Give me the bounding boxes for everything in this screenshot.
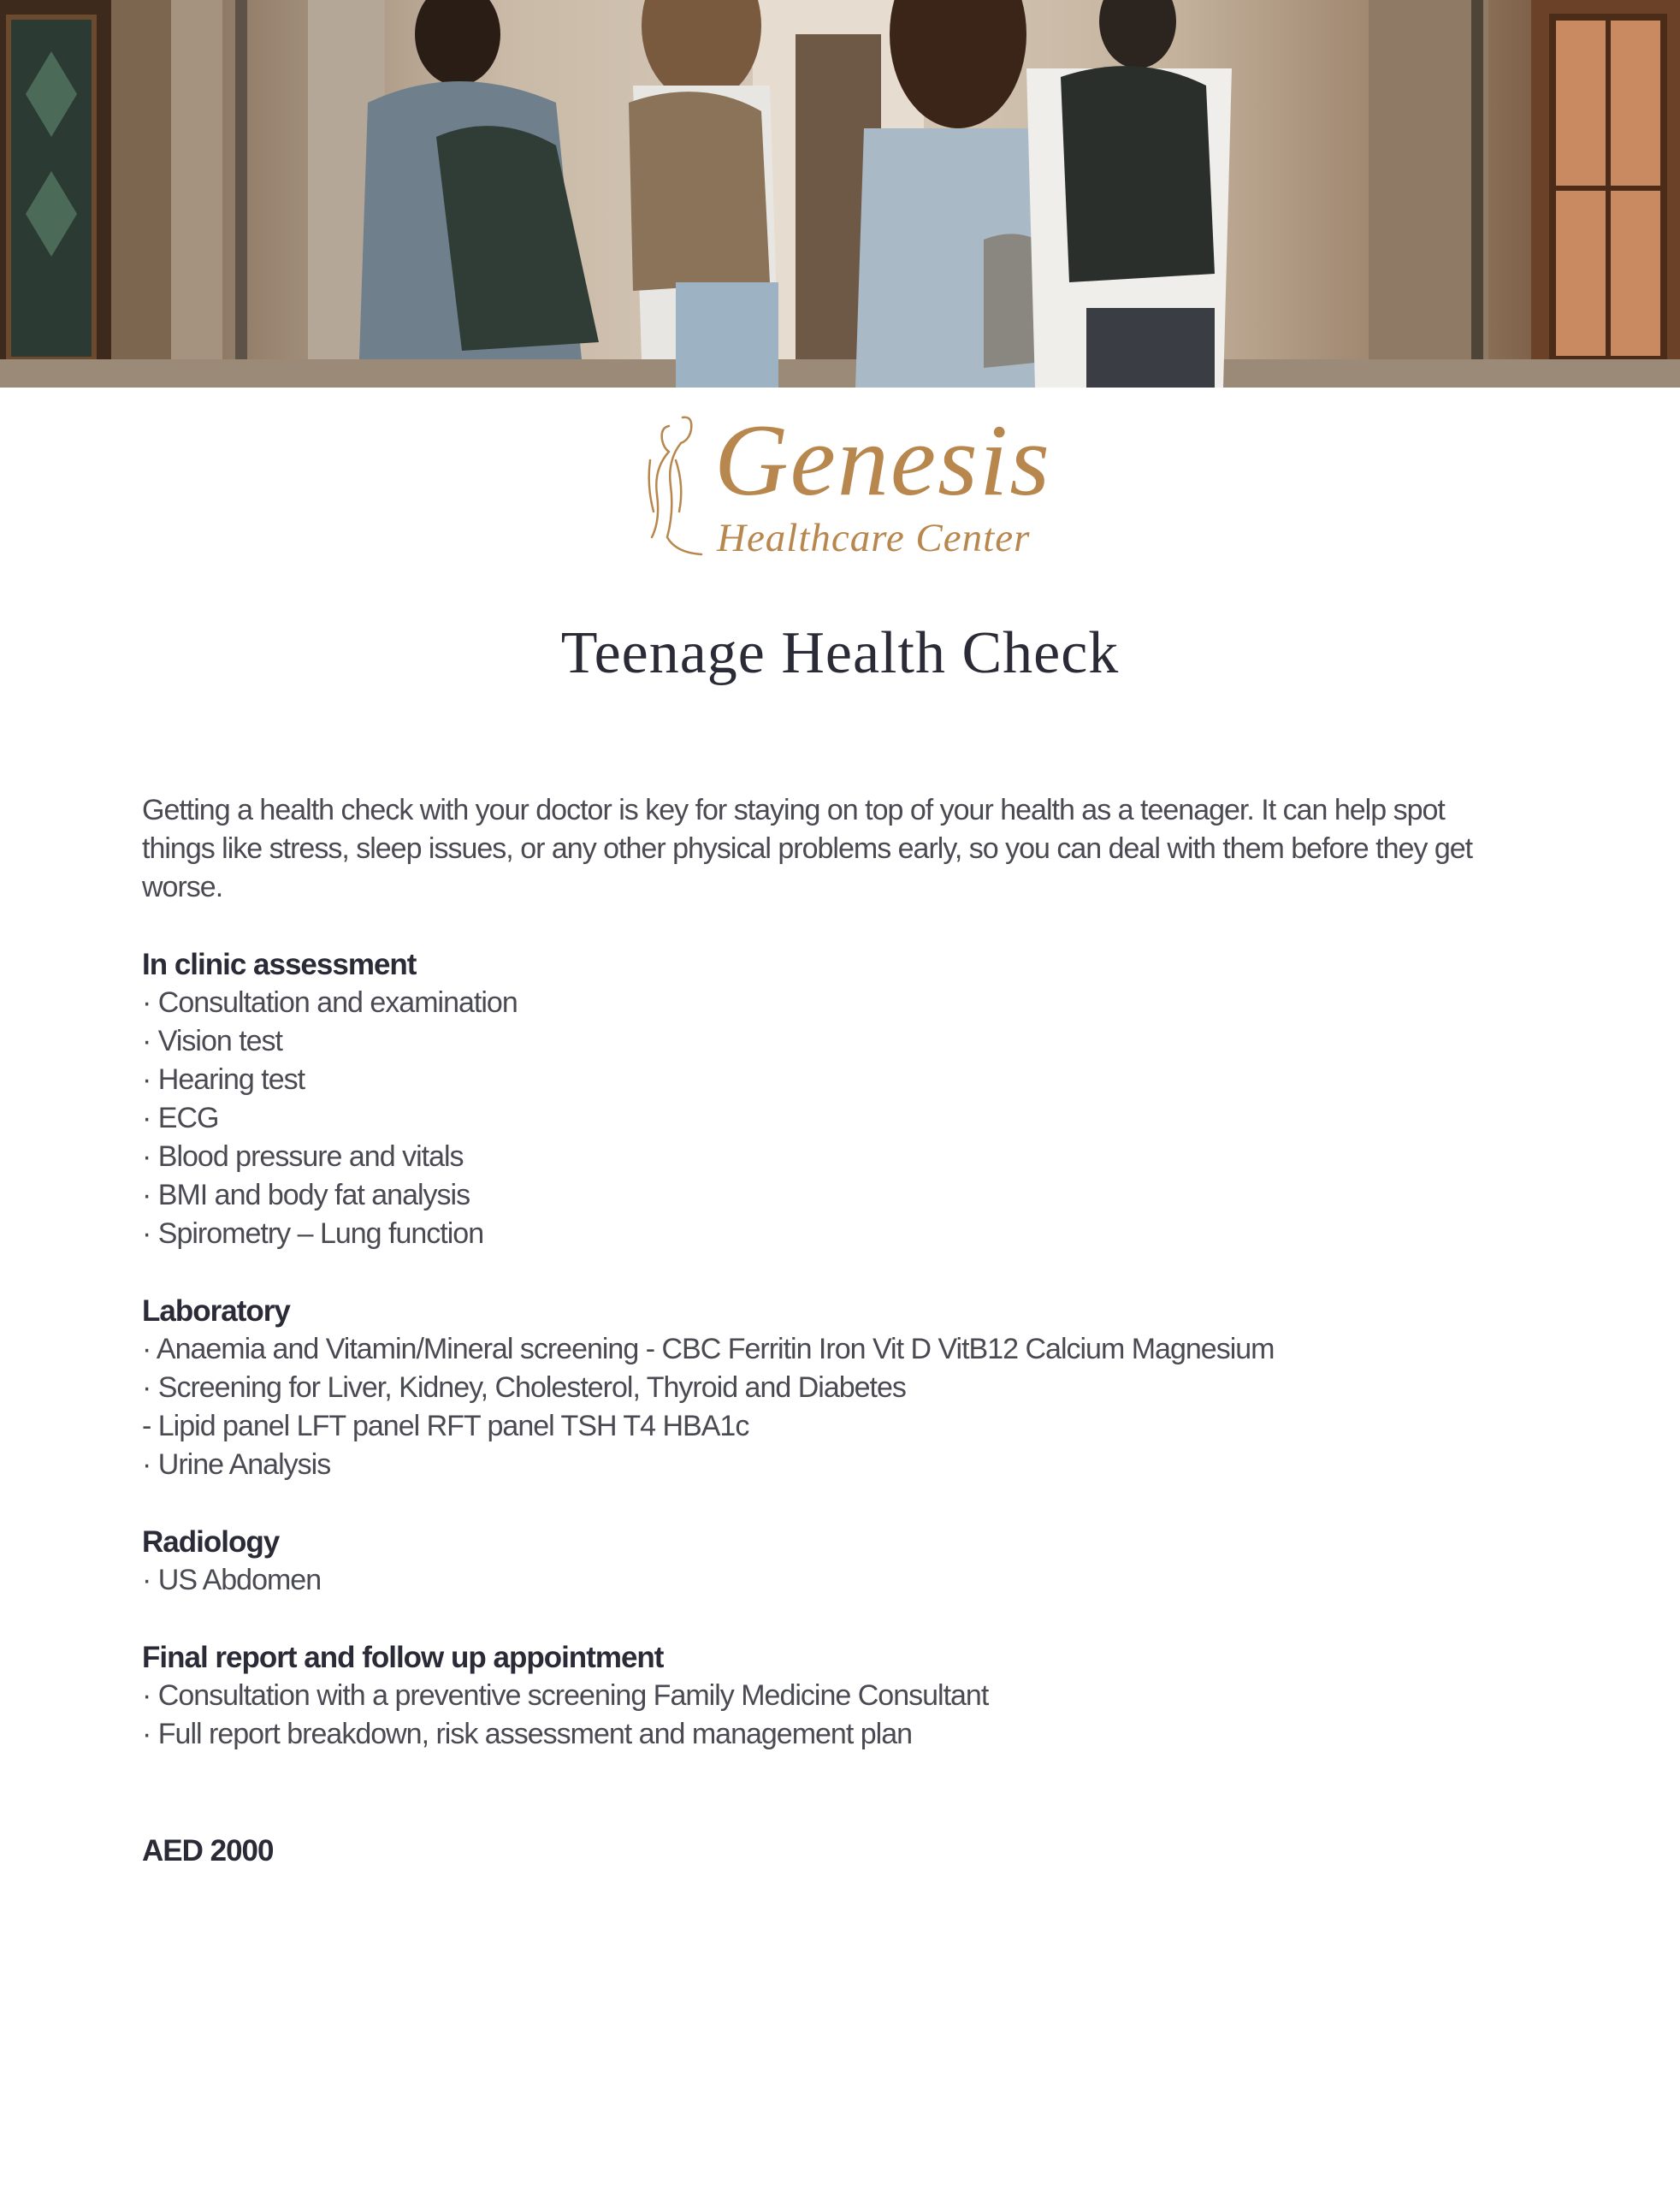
list-item: · Consultation with a preventive screening Family Medicine Consultant xyxy=(142,1679,989,1712)
hallway-illustration xyxy=(0,0,1680,388)
section-in-clinic-assessment xyxy=(142,945,1511,1253)
section-final-report xyxy=(142,1638,1511,1754)
list-item: · Screening for Liver, Kidney, Cholesterol, Thyroid and Diabetes xyxy=(142,1371,906,1404)
list-item: - Lipid panel LFT panel RFT panel TSH T4 HBA1c xyxy=(142,1410,749,1442)
section-radiology xyxy=(142,1523,1511,1600)
list-item: · Urine Analysis xyxy=(142,1448,331,1481)
hero-photo xyxy=(0,0,1680,388)
section-heading: Laboratory xyxy=(142,1294,290,1328)
list-item: · Anaemia and Vitamin/Mineral screening - CBC Ferritin Iron Vit D VitB12 Calcium Magnesium xyxy=(142,1333,1275,1365)
logo-name: Genesis xyxy=(714,403,1051,517)
list-item: · Spirometry – Lung function xyxy=(142,1217,484,1250)
figure-logo-icon xyxy=(642,409,710,559)
section-laboratory xyxy=(142,1292,1511,1484)
list-item: · Consultation and examination xyxy=(142,986,518,1019)
page-title: Teenage Health Check xyxy=(560,620,1120,686)
list-item: · Full report breakdown, risk assessment and management plan xyxy=(142,1718,913,1750)
intro-paragraph: Getting a health check with your doctor is key for staying on top of your health as a teenager. It can help spot things like stress, sleep issues, or any other physical problems early, so you can deal with them before they get worse. xyxy=(142,794,1473,903)
document-body xyxy=(142,791,1511,1870)
genesis-logo xyxy=(642,403,1052,571)
section-heading: In clinic assessment xyxy=(142,948,417,981)
section-heading: Radiology xyxy=(142,1525,280,1559)
list-item: · ECG xyxy=(142,1102,219,1134)
logo-subtitle: Healthcare Center xyxy=(717,516,1031,560)
list-item: · Vision test xyxy=(142,1025,283,1057)
list-item: · BMI and body fat analysis xyxy=(142,1179,470,1211)
list-item: · Hearing test xyxy=(142,1063,305,1096)
list-item: · Blood pressure and vitals xyxy=(142,1140,464,1173)
section-heading: Final report and follow up appointment xyxy=(142,1641,664,1674)
price-label: AED 2000 xyxy=(142,1834,274,1867)
list-item: · US Abdomen xyxy=(142,1564,322,1596)
